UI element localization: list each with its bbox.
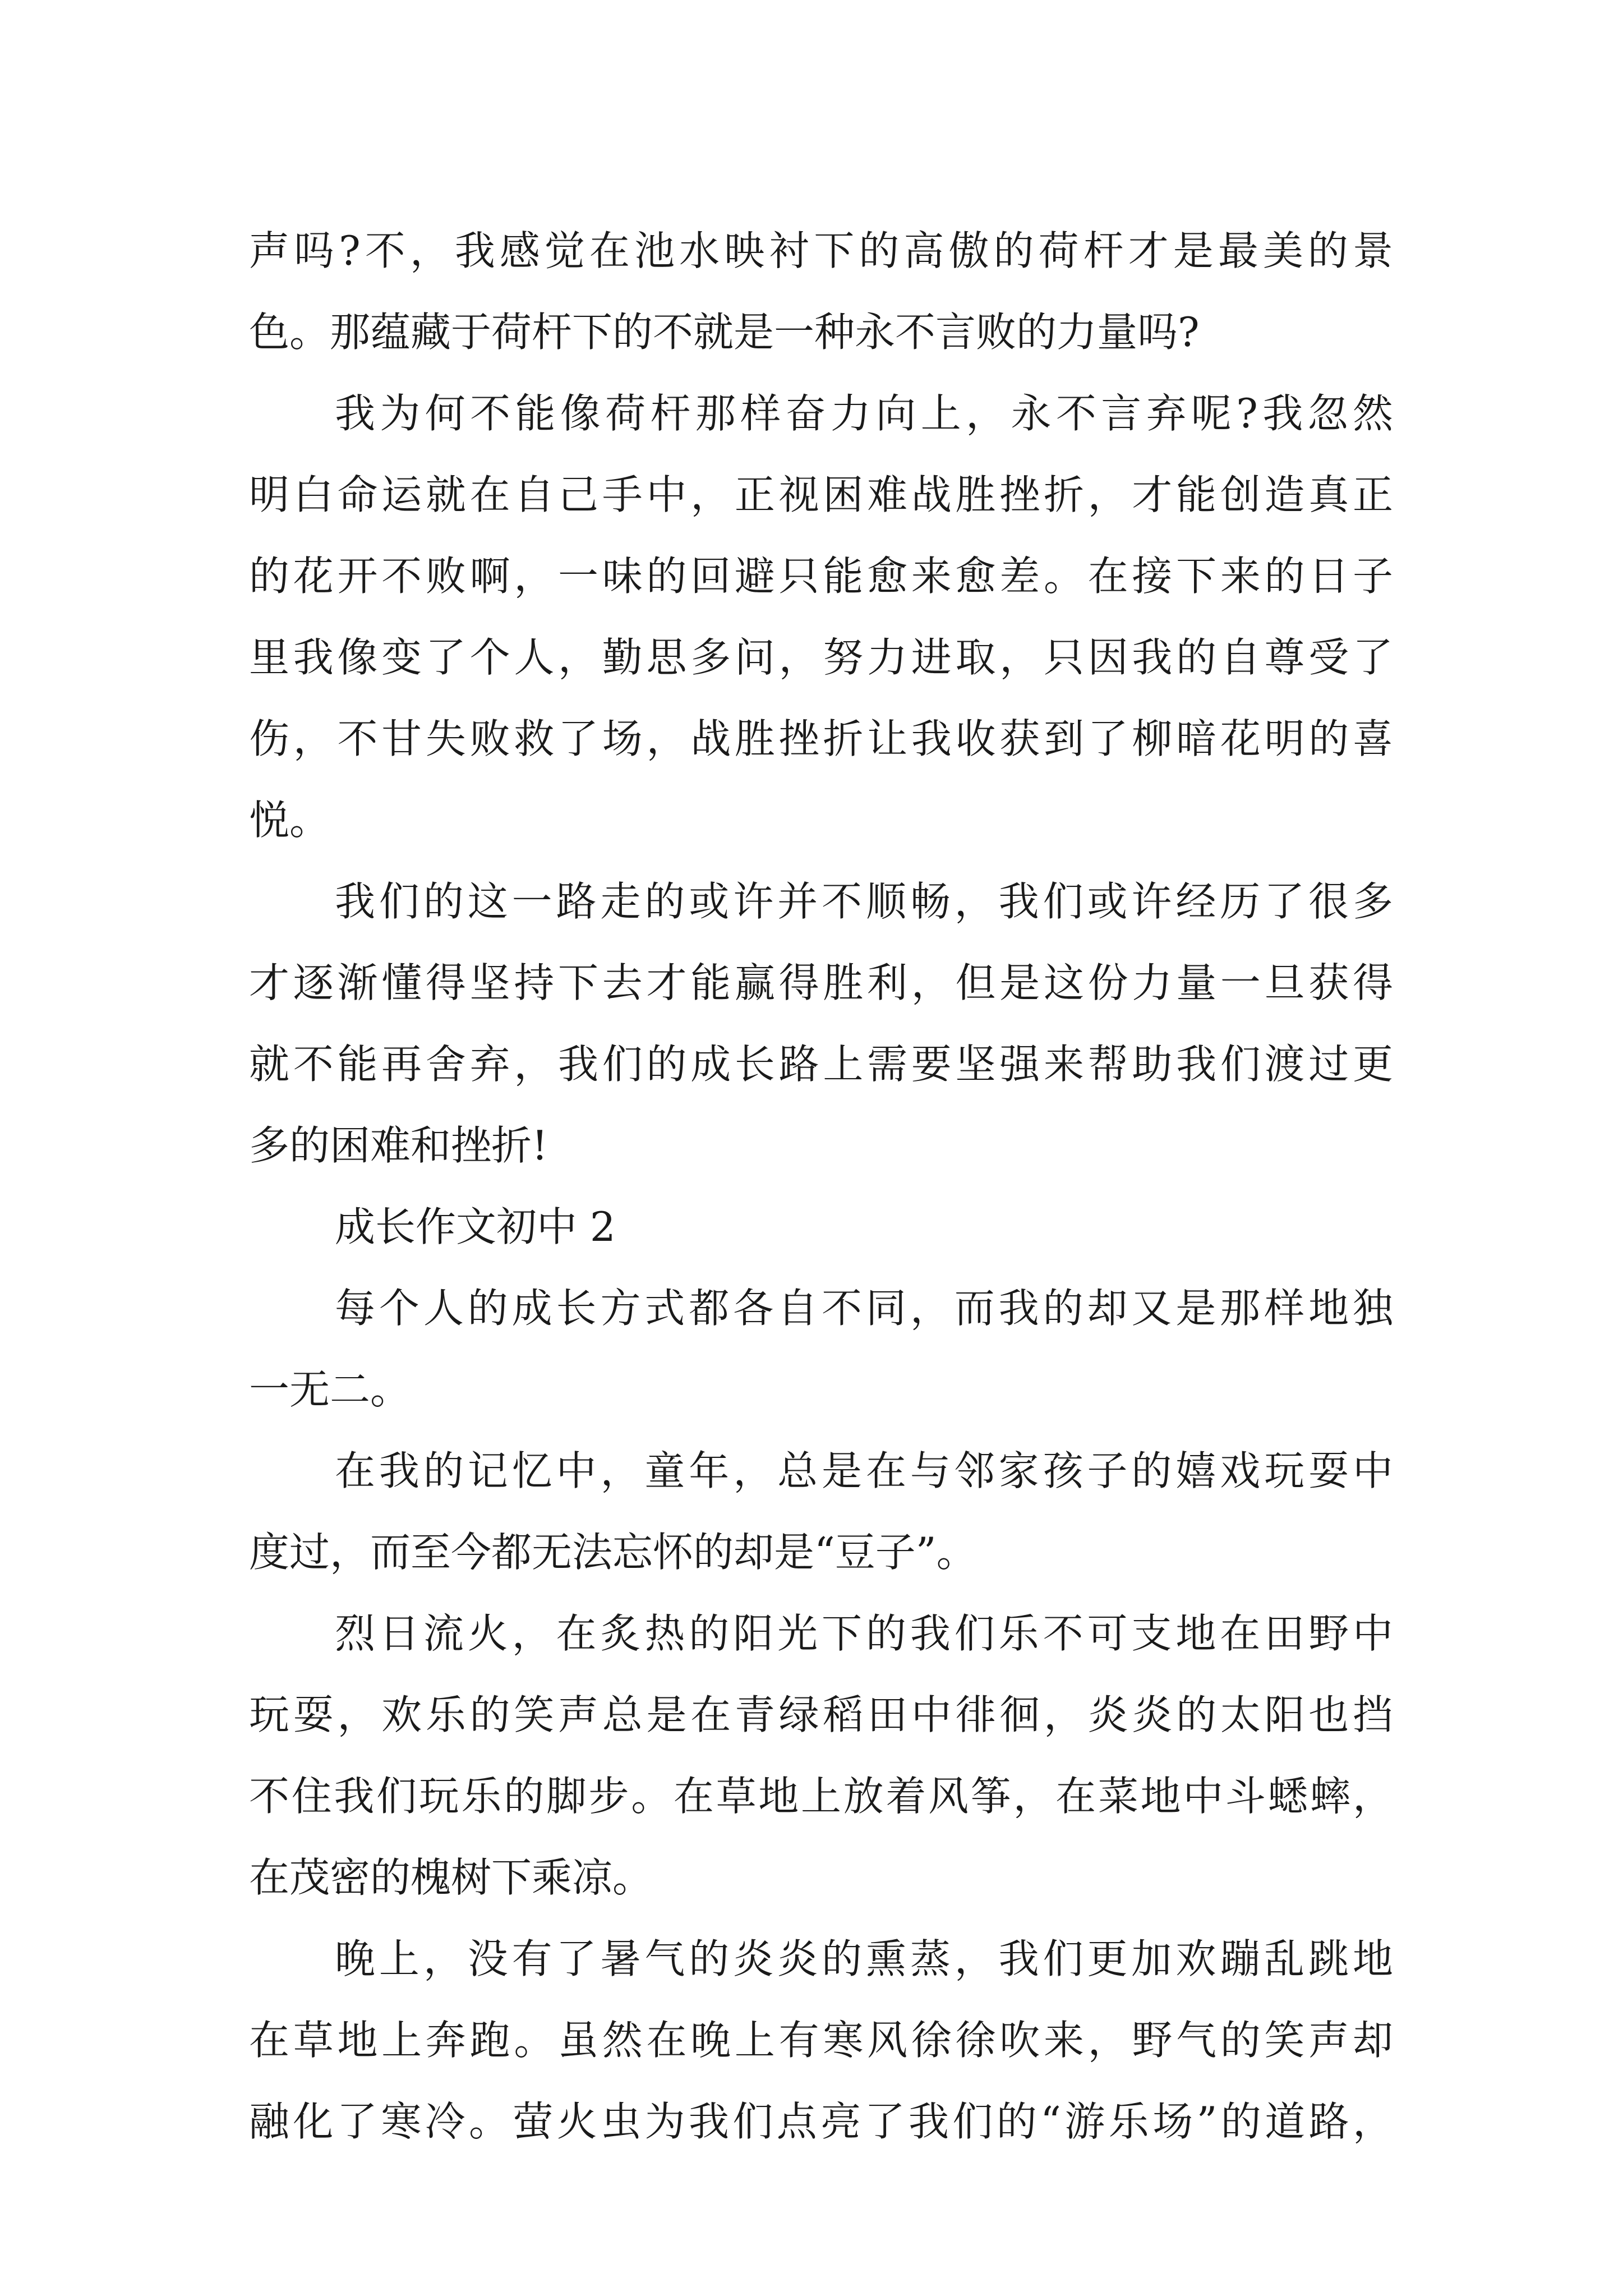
section-heading: 成长作文初中 2 <box>335 1203 616 1250</box>
text-line: 度过，而至今都无法忘怀的却是“豆子”。 <box>249 1529 977 1576</box>
paragraph-first-line: 我们的这一路走的或许并不顺畅，我们或许经历了很多 <box>335 878 1393 925</box>
text-line: 明白命运就在自己手中，正视困难战胜挫折，才能创造真正 <box>249 471 1393 518</box>
text-line: 在草地上奔跑。虽然在晚上有寒风徐徐吹来，野气的笑声却 <box>249 2017 1393 2064</box>
text-line: 声吗?不，我感觉在池水映衬下的高傲的荷杆才是最美的景 <box>249 227 1393 274</box>
text-line: 融化了寒冷。萤火虫为我们点亮了我们的“游乐场”的道路， <box>249 2098 1393 2145</box>
text-line: 的花开不败啊，一味的回避只能愈来愈差。在接下来的日子 <box>249 553 1393 600</box>
paragraph-first-line: 在我的记忆中，童年，总是在与邻家孩子的嬉戏玩耍中 <box>335 1447 1393 1494</box>
text-line: 伤，不甘失败救了场，战胜挫折让我收获到了柳暗花明的喜 <box>249 715 1393 762</box>
text-line: 一无二。 <box>249 1366 411 1413</box>
text-line: 不住我们玩乐的脚步。在草地上放着风筝，在菜地中斗蟋蟀， <box>249 1773 1393 1820</box>
text-line: 悦。 <box>249 797 330 844</box>
text-line: 玩耍，欢乐的笑声总是在青绿稻田中徘徊，炎炎的太阳也挡 <box>249 1691 1393 1738</box>
text-line: 里我像变了个人，勤思多问，努力进取，只因我的自尊受了 <box>249 634 1393 681</box>
text-line: 多的困难和挫折! <box>249 1122 548 1169</box>
document-body <box>249 210 1393 2162</box>
text-line: 色。那蕴藏于荷杆下的不就是一种永不言败的力量吗? <box>249 309 1200 356</box>
paragraph-first-line: 晚上，没有了暑气的炎炎的熏蒸，我们更加欢蹦乱跳地 <box>335 1935 1393 1982</box>
text-line: 在茂密的槐树下乘凉。 <box>249 1854 653 1901</box>
paragraph-first-line: 每个人的成长方式都各自不同，而我的却又是那样地独 <box>335 1285 1393 1332</box>
paragraph-first-line: 烈日流火，在炙热的阳光下的我们乐不可支地在田野中 <box>335 1610 1393 1657</box>
paragraph-first-line: 我为何不能像荷杆那样奋力向上，永不言弃呢?我忽然 <box>335 390 1393 437</box>
text-line: 才逐渐懂得坚持下去才能赢得胜利，但是这份力量一旦获得 <box>249 959 1393 1006</box>
text-line: 就不能再舍弃，我们的成长路上需要坚强来帮助我们渡过更 <box>249 1041 1393 1088</box>
